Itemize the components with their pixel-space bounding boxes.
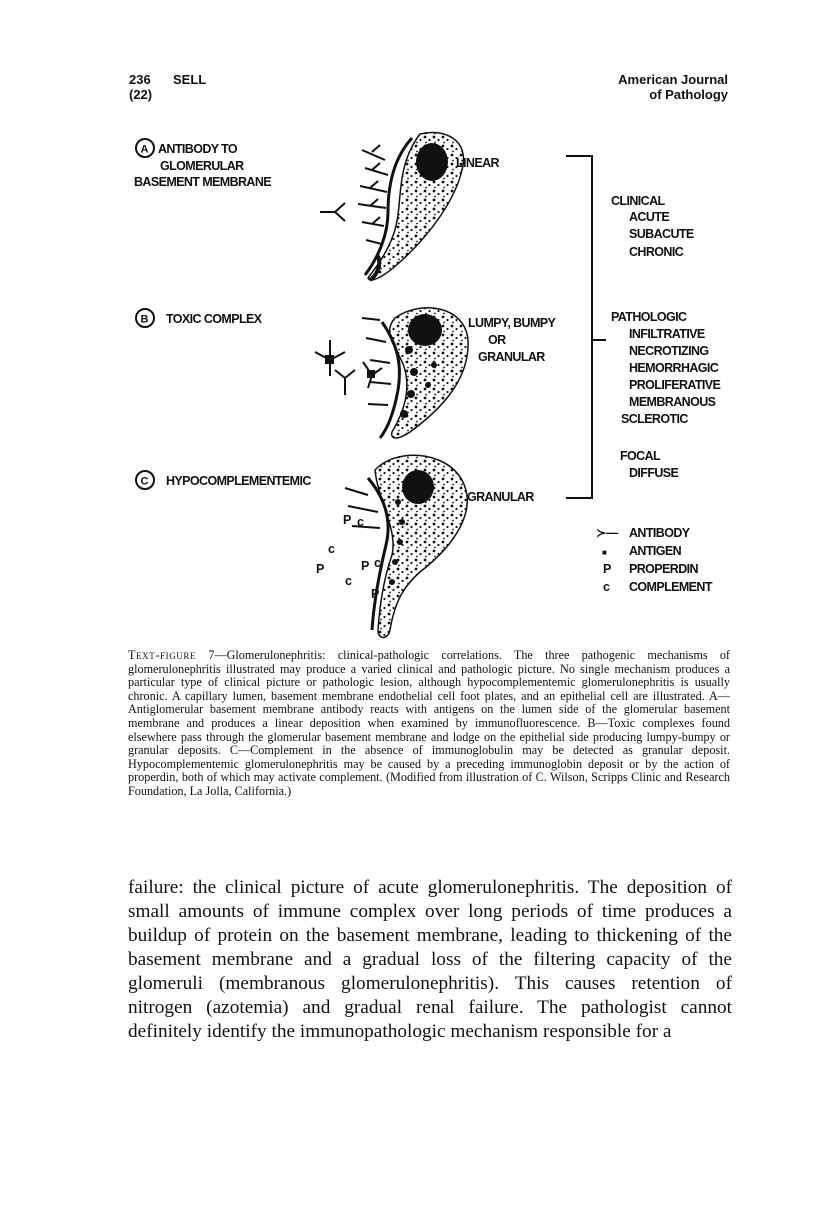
scatter-letter: c [345,574,352,588]
pathologic-title: PATHOLOGIC [611,310,687,324]
scatter-letter: c [357,515,364,529]
mechanism-b-line1: TOXIC COMPLEX [166,312,262,326]
scatter-letter: P [371,587,379,601]
page-index: (22) [129,87,153,102]
correlation-bracket [566,156,606,498]
pathologic-item: HEMORRHAGIC [629,361,719,375]
letter-c: C [140,475,148,488]
extent-item: FOCAL [620,449,661,463]
mechanism-a-line2: GLOMERULAR [160,159,244,173]
legend-complement-label: COMPLEMENT [629,580,712,594]
scatter-letter: c [374,556,381,570]
legend-properdin-icon: P [603,562,611,576]
mechanism-a-line3: BASEMENT MEMBRANE [134,175,272,189]
caption-label: Text-figure [128,648,197,662]
clinical-list [611,194,694,259]
pathologic-item: INFILTRATIVE [629,327,705,341]
properdin-complement-letters [316,513,381,601]
legend-antigen-icon: ■ [602,548,607,557]
toxic-complex-icons [315,340,382,395]
journal-name-line2: of Pathology [649,87,728,102]
legend-properdin-label: PROPERDIN [629,562,698,576]
pathologic-item: MEMBRANOUS [629,395,716,409]
mechanism-c [136,455,534,637]
body-paragraph: failure: the clinical picture of acute glomerulonephritis. The deposition of small amounts of immune complex over long periods of time produces a buildup of protein on the basement membrane, leading to thickening of the basement membrane and a gradual loss of the filtering capacity of the glomeruli (membranous glomerulonephritis). This causes retention of nitrogen (azotemia) and gradual renal failure. The pathologist cannot definitely identify the immunopathologic mechanism responsible for a [128,877,732,1042]
scatter-letter: P [361,559,369,573]
clinical-item: ACUTE [629,210,670,224]
mechanism-c-line1: HYPOCOMPLEMENTEMIC [166,474,311,488]
pathologic-item: PROLIFERATIVE [629,378,721,392]
mechanism-b [136,308,557,438]
clinical-title: CLINICAL [611,194,665,208]
cell-nucleus-icon [408,314,442,346]
pattern-lumpy-bumpy: LUMPY, BUMPY [468,316,556,330]
clinical-item: SUBACUTE [629,227,694,241]
scatter-letter: c [328,542,335,556]
mechanism-a [134,133,500,281]
legend-antigen-label: ANTIGEN [629,544,682,558]
figure-legend [596,526,713,594]
cell-nucleus-icon [416,143,448,181]
caption-text: 7—Glomerulonephritis: clinical-pathologic correlations. The three pathogenic mechanisms of glomerulonephritis illustrated may produce a varied clinical and pathologic picture. No single mechanism produces a particular type of clinical picture or pathologic lesion, although hypocomplementemic glomerulonephritis is usually chronic. A capillary lumen, basement membrane endothelial cell foot plates, and an epithelial cell are illustrated. A—Antiglomerular basement membrane antibody reacts with antigens on the lumen side of the glomerular basement membrane and produces a linear deposition when examined by immunofluorescence. B—Toxic complexes found elsewhere pass through the glomerular basement membrane and lodge on the epithelial side producing lumpy-bumpy or granular deposits. C—Complement in the absence of immunoglobulin may be detected as granular deposit. Hypocomplementemic glomerulonephritis may be caused by a preceding immunoglobin deposit or by the action of properdin, both of which may activate complement. (Modified from illustration of C. Wilson, Scripps Clinic and Research Foundation, La Jolla, California.) [128,648,730,798]
letter-b: B [140,313,148,326]
page-number: 236 [129,72,151,87]
extent-list [620,449,679,480]
pattern-or: OR [488,333,506,347]
cell-nucleus-icon [402,470,434,504]
scatter-letter: P [343,513,351,527]
journal-name-line1: American Journal [618,72,728,87]
pattern-granular-c: GRANULAR [467,490,534,504]
pattern-linear: LINEAR [456,156,499,170]
capillary-loop-a [368,133,464,281]
pattern-granular-b: GRANULAR [478,350,545,364]
mechanism-a-line1: ANTIBODY TO [158,142,238,156]
pathologic-item: SCLEROTIC [621,412,688,426]
extent-item: DIFFUSE [629,466,679,480]
author-name: SELL [173,72,207,87]
scatter-letter: P [316,562,324,576]
figure-caption [128,649,730,799]
legend-antibody-label: ANTIBODY [629,526,690,540]
letter-a: A [140,143,148,156]
pathologic-list [611,310,721,426]
legend-antibody-icon: ≻— [596,526,618,540]
pathologic-item: NECROTIZING [629,344,709,358]
clinical-item: CHRONIC [629,245,684,259]
endothelial-foot-plates [358,150,388,244]
legend-complement-icon: c [603,580,610,594]
antibody-icon [320,203,345,221]
